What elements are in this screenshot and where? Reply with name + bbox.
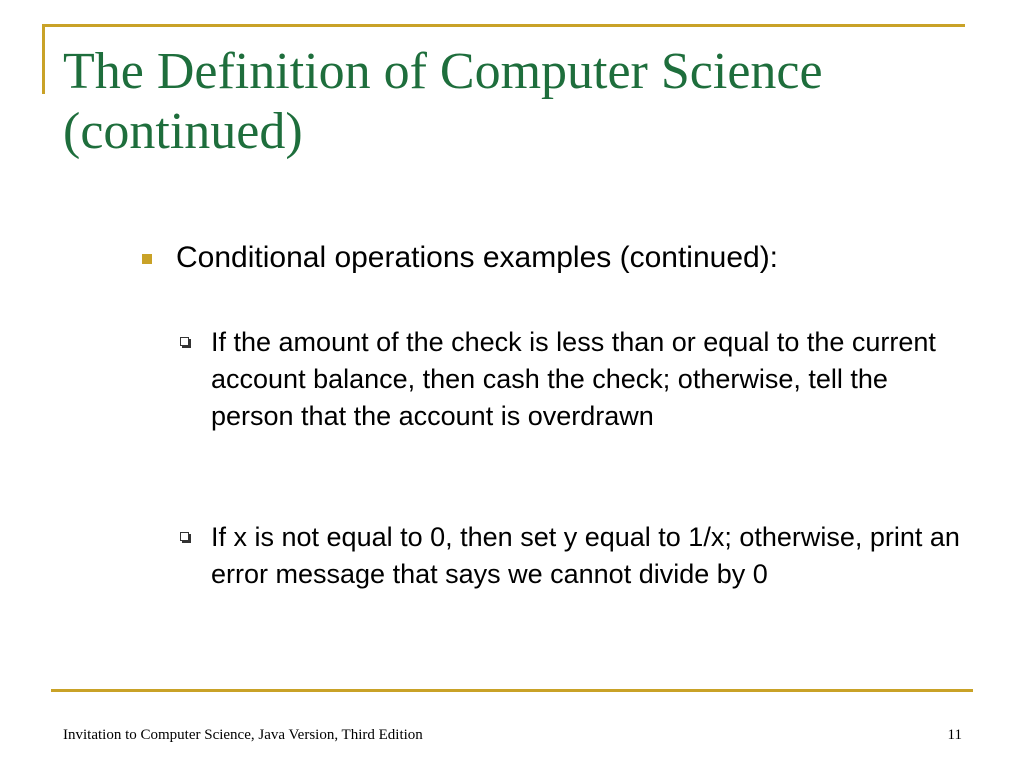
hollow-box-icon bbox=[180, 532, 189, 541]
sub-bullet-text: If the amount of the check is less than or equal to the current account balance, then cash the check; otherwise, tell the person that the account is overdrawn bbox=[211, 327, 936, 431]
title-frame-top-rule bbox=[42, 24, 965, 27]
slide-title-line-1: The Definition of Computer Science bbox=[63, 43, 823, 100]
footer-book-title: Invitation to Computer Science, Java Version, Third Edition bbox=[63, 727, 423, 743]
slide-title bbox=[63, 42, 993, 162]
title-frame-left-rule bbox=[42, 24, 45, 94]
bullet-text: Conditional operations examples (continued): bbox=[176, 241, 779, 274]
sub-bullet-text: If x is not equal to 0, then set y equal to 1/x; otherwise, print an error message that says we cannot divide by 0 bbox=[211, 522, 960, 589]
footer-rule bbox=[51, 689, 973, 692]
filled-square-icon bbox=[142, 254, 152, 264]
page-number: 11 bbox=[947, 727, 962, 743]
hollow-box-icon bbox=[180, 337, 189, 346]
slide-title-line-2: (continued) bbox=[63, 103, 303, 160]
